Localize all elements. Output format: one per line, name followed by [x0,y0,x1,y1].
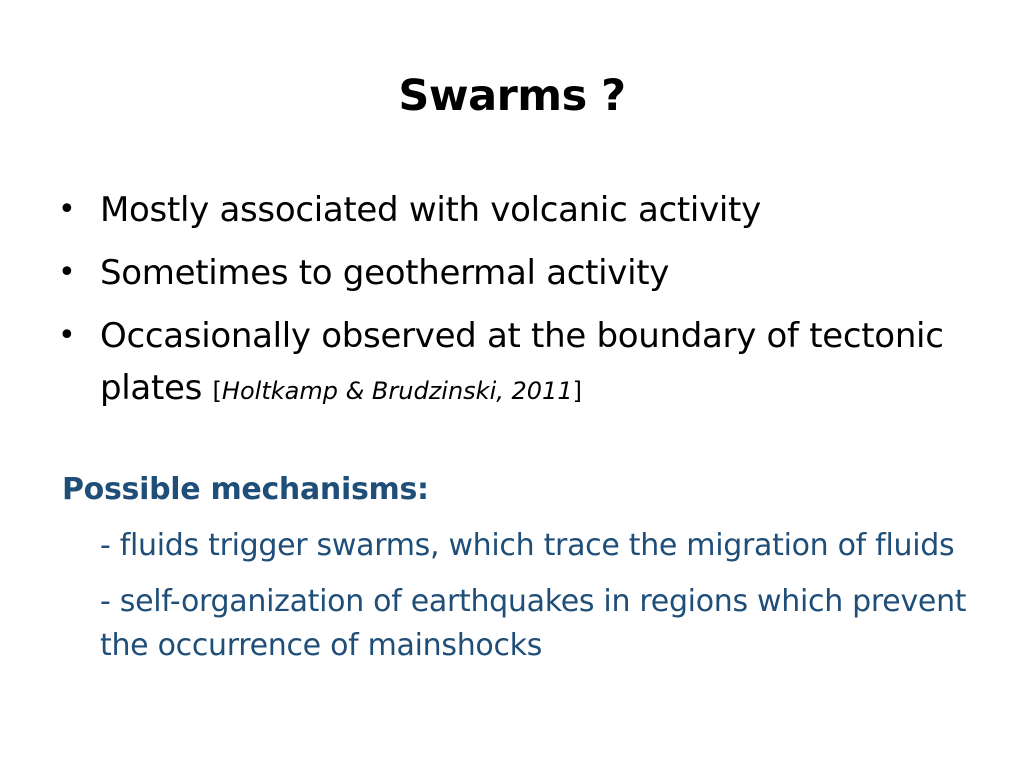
citation-open-bracket: [ [212,377,222,405]
bullet-icon: • [58,318,76,353]
bullet-text: Mostly associated with volcanic activity [100,190,761,230]
mechanism-item: - fluids trigger swarms, which trace the migration of fluids [100,528,955,563]
mechanisms-heading: Possible mechanisms: [62,472,429,507]
citation [213,377,582,405]
mechanism-item: - self-organization of earthquakes in regions which prevent the occurrence of mainshocks [100,584,967,663]
slide-title: Swarms ? [398,71,626,121]
mechanisms-list [100,524,980,680]
bullet-icon: • [58,192,76,227]
bullet-list [56,184,956,428]
bullet-text: Occasionally observed at the boundary of tectonic plates [100,316,944,408]
bullet-icon: • [58,255,76,290]
bullet-item [56,184,956,236]
citation-text: Holtkamp & Brudzinski, 2011 [221,377,573,405]
bullet-item [56,247,956,299]
bullet-item [56,310,956,417]
citation-close-bracket: ] [572,377,582,405]
bullet-text: Sometimes to geothermal activity [100,253,670,293]
